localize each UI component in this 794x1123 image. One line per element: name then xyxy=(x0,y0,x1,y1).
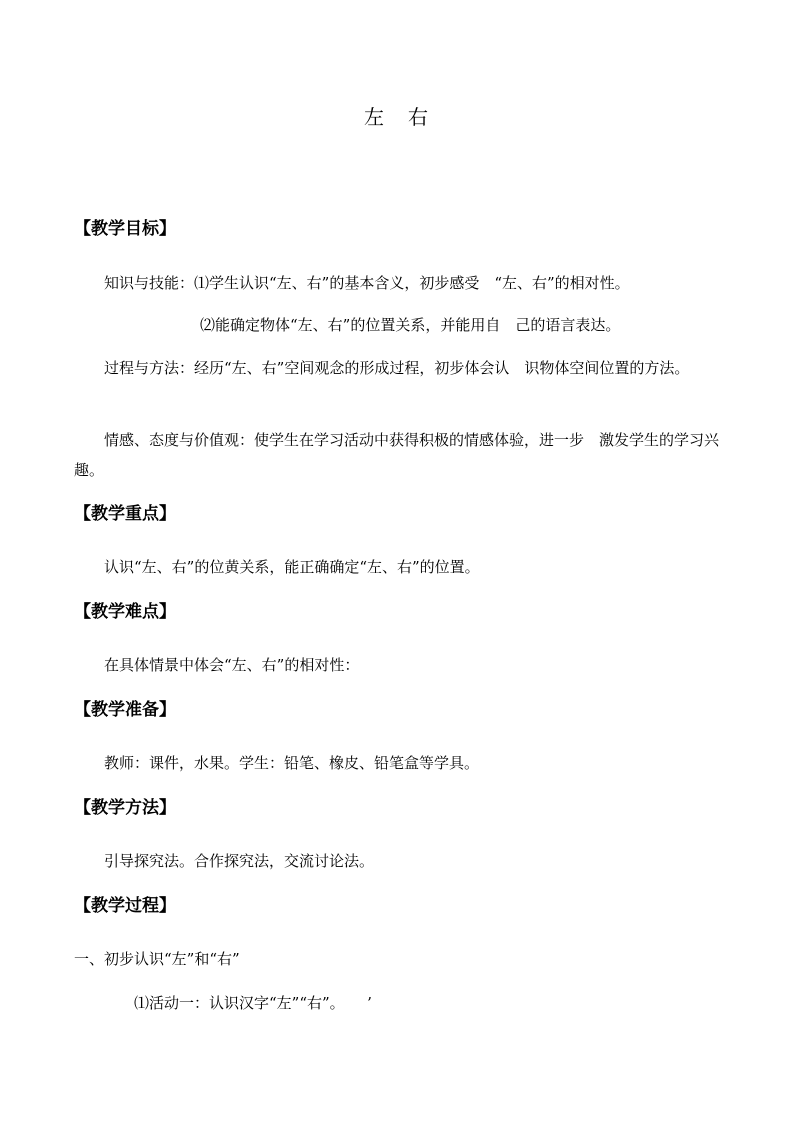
heading-key-points: 【教学重点】 xyxy=(74,504,176,524)
process-step-1: 一、初步认识“左”和“右” xyxy=(74,950,240,968)
heading-teaching-goals: 【教学目标】 xyxy=(74,219,176,239)
methods-text: 引导探究法。合作探究法，交流讨论法。 xyxy=(104,852,375,870)
goal-knowledge-line-1: 知识与技能：⑴学生认识“左、右”的基本含义，初步感受 “左、右”的相对性。 xyxy=(104,274,630,292)
difficulties-text: 在具体情景中体会“左、右”的相对性： xyxy=(104,656,360,674)
goal-emotion-paragraph: 情感、态度与价值观：使学生在学习活动中获得积极的情感体验，进一步 激发学生的学习兴趣。 xyxy=(74,431,720,479)
preparation-text: 教师：课件，水果。学生：铅笔、橡皮、铅笔盒等学具。 xyxy=(104,754,480,772)
goal-process-paragraph: 过程与方法：经历“左、右”空间观念的形成过程，初步体会认 识物体空间位置的方法。 xyxy=(104,359,690,377)
heading-teaching-process: 【教学过程】 xyxy=(74,896,176,916)
document-title: 左 右 xyxy=(364,105,430,129)
goal-knowledge-line-2: ⑵能确定物体“左、右”的位置关系，并能用自 己的语言表达。 xyxy=(200,316,621,334)
heading-methods: 【教学方法】 xyxy=(74,798,176,818)
heading-difficulties: 【教学难点】 xyxy=(74,602,176,622)
process-activity-1: ⑴活动一：认识汉字“左”“右”。 ’ xyxy=(134,994,372,1012)
heading-preparation: 【教学准备】 xyxy=(74,700,176,720)
key-points-text: 认识“左、右”的位黄关系，能正确确定“左、右”的位置。 xyxy=(104,558,480,576)
